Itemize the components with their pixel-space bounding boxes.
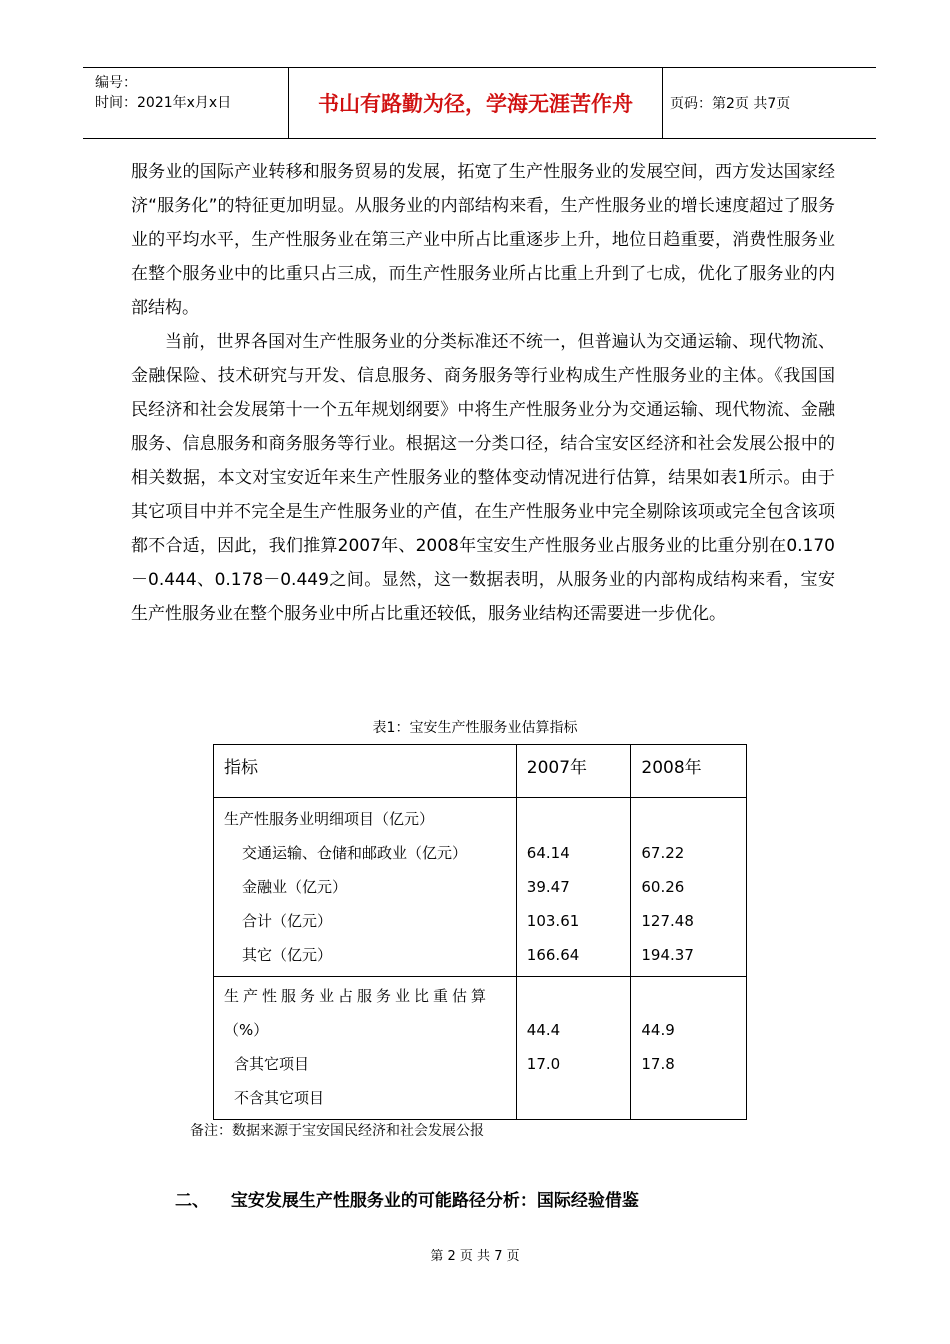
body-text [131, 155, 835, 631]
cell-2007 [517, 802, 631, 836]
cell-2008 [631, 1081, 746, 1115]
time-label: 时间：2021年x月x日 [95, 95, 232, 111]
section-title: 宝安发展生产性服务业的可能路径分析：国际经验借鉴 [230, 1191, 639, 1211]
cell-2008 [631, 979, 746, 1013]
row-label: 其它（亿元） [242, 946, 333, 964]
cell-2008 [631, 802, 746, 836]
row-label: 交通运输、仓储和邮政业（亿元） [242, 844, 468, 862]
cell-2007: 64.14 [526, 844, 570, 862]
row-label: 金融业（亿元） [242, 878, 348, 896]
cell-2007: 166.64 [526, 946, 580, 964]
header-indicator: 指标 [224, 758, 258, 778]
header-page-cell [662, 68, 876, 138]
cell-2007 [517, 1081, 631, 1115]
motto-text: 书山有路勤为径，学海无涯苦作舟 [318, 92, 633, 116]
page-label: 页码：第2页 共7页 [670, 96, 791, 112]
table-section-1 [214, 798, 747, 977]
table-caption: 表1：宝安生产性服务业估算指标 [372, 720, 578, 736]
cell-2007 [517, 979, 631, 1013]
row-label: （%） [224, 1021, 269, 1039]
table-section-2 [214, 977, 747, 1120]
table-note: 备注：数据来源于宝安国民经济和社会发展公报 [190, 1123, 484, 1139]
cell-2007: 103.61 [526, 912, 580, 930]
cell-2007: 17.0 [526, 1055, 561, 1073]
cell-2008: 17.8 [641, 1055, 675, 1073]
section-heading [175, 1186, 639, 1211]
table-header-row [214, 745, 747, 798]
header-meta [83, 68, 288, 138]
row-label: 合计（亿元） [242, 912, 333, 930]
paragraph: 当前，世界各国对生产性服务业的分类标准还不统一，但普遍认为交通运输、现代物流、金融保险、技术研究与开发、信息服务、商务服务等行业构成生产性服务业的主体。《我国国民经济和社会发展第十一个五年规划纲要》中将生产性服务业分为交通运输、现代物流、金融服务、信息服务和商务服务等行业。根据这一分类口径，结合宝安区经济和社会发展公报中的相关数据，本文对宝安近年来生产性服务业的整体变动情况进行估算，结果如表1所示。由于其它项目中并不完全是生产性服务业的产值，在生产性服务业中完全剔除该项或完全包含该项都不合适，因此，我们推算2007年、2008年宝安生产性服务业占服务业的比重分别在0.170－0.444、0.178－0.449之间。显然，这一数据表明，从服务业的内部构成结构来看，宝安生产性服务业在整个服务业中所占比重还较低，服务业结构还需要进一步优化。 [131, 332, 835, 624]
row-label: 生产性服务业明细项目（亿元） [224, 810, 435, 828]
section-number: 二、 [175, 1191, 209, 1211]
cell-2008: 60.26 [641, 878, 685, 896]
page-header [83, 67, 876, 139]
cell-2007: 39.47 [526, 878, 570, 896]
estimate-table [213, 744, 747, 1120]
paragraph: 服务业的国际产业转移和服务贸易的发展，拓宽了生产性服务业的发展空间，西方发达国家经济“服务化”的特征更加明显。从服务业的内部结构来看，生产性服务业的增长速度超过了服务业的平均水平，生产性服务业在第三产业中所占比重逐步上升，地位日趋重要，消费性服务业在整个服务业中的比重只占三成，而生产性服务业所占比重上升到了七成，优化了服务业的内部结构。 [131, 162, 835, 318]
row-label: 不含其它项目 [234, 1089, 325, 1107]
page-footer: 第 2 页 共 7 页 [430, 1249, 520, 1264]
serial-label: 编号： [95, 75, 137, 91]
cell-2008: 194.37 [641, 946, 694, 964]
header-2007: 2007年 [526, 758, 588, 778]
cell-2008: 127.48 [641, 912, 694, 930]
cell-2008: 44.9 [641, 1021, 675, 1039]
header-motto-cell [288, 68, 663, 138]
row-label: 生产性服务业占服务业比重估算 [224, 987, 491, 1005]
cell-2007: 44.4 [526, 1021, 561, 1039]
cell-2008: 67.22 [641, 844, 685, 862]
header-2008: 2008年 [641, 758, 702, 778]
row-label: 含其它项目 [234, 1055, 310, 1073]
